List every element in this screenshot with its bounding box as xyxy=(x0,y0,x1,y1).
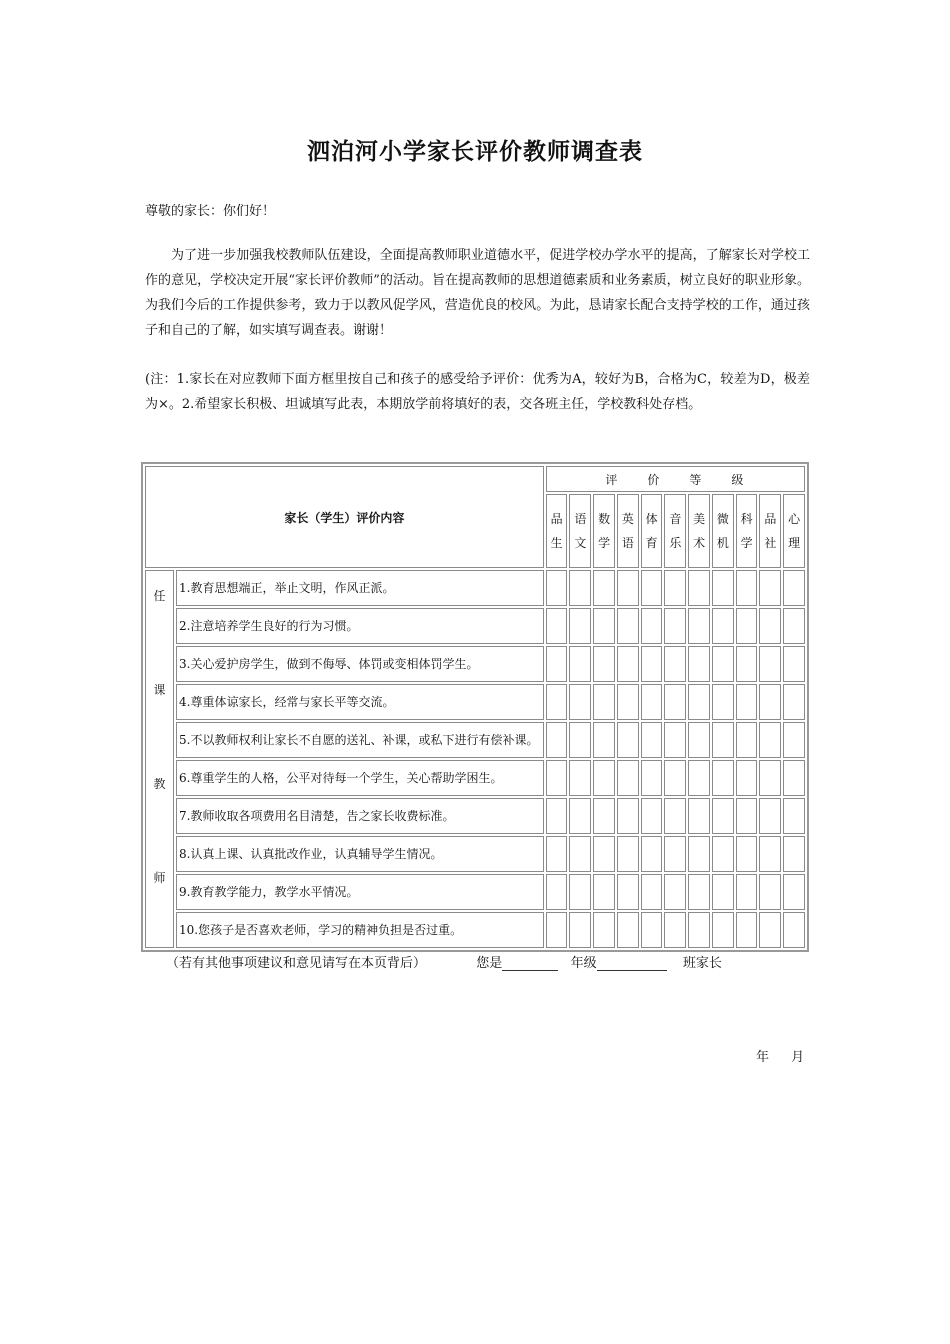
table-row xyxy=(145,874,805,910)
rating-cell[interactable] xyxy=(712,798,734,834)
rating-cell[interactable] xyxy=(546,912,568,948)
rating-cell[interactable] xyxy=(783,684,805,720)
subject-char: 生 xyxy=(550,536,563,550)
rating-cell[interactable] xyxy=(569,912,591,948)
rating-cell[interactable] xyxy=(617,570,639,606)
subject-char: 音 xyxy=(669,512,682,526)
rating-cell[interactable] xyxy=(569,570,591,606)
rating-cell[interactable] xyxy=(569,646,591,682)
rating-cell[interactable] xyxy=(759,798,781,834)
rating-cell[interactable] xyxy=(641,912,663,948)
rating-cell[interactable] xyxy=(783,798,805,834)
subject-char: 语 xyxy=(574,512,587,526)
rating-cell[interactable] xyxy=(688,646,710,682)
subject-char: 文 xyxy=(574,536,587,550)
table-row xyxy=(145,684,805,720)
subject-header xyxy=(783,494,805,568)
rating-cell[interactable] xyxy=(593,836,615,872)
rating-cell[interactable] xyxy=(736,608,758,644)
subject-char: 科 xyxy=(740,512,753,526)
rating-cell[interactable] xyxy=(664,912,686,948)
evaluation-item: 6.尊重学生的人格，公平对待每一个学生，关心帮助学困生。 xyxy=(176,760,544,796)
rating-cell[interactable] xyxy=(736,912,758,948)
subject-header xyxy=(664,494,686,568)
rating-cell[interactable] xyxy=(688,798,710,834)
subject-char: 美 xyxy=(693,512,706,526)
rating-cell[interactable] xyxy=(546,798,568,834)
subject-char: 数 xyxy=(598,512,611,526)
rating-cell[interactable] xyxy=(569,608,591,644)
rating-cell[interactable] xyxy=(688,760,710,796)
rating-cell[interactable] xyxy=(641,760,663,796)
greeting-text: 尊敬的家长：你们好！ xyxy=(145,204,276,219)
side-label-char: 任 xyxy=(153,589,166,603)
rating-cell[interactable] xyxy=(712,608,734,644)
subject-char: 心 xyxy=(788,512,801,526)
rating-cell[interactable] xyxy=(712,722,734,758)
rating-cell[interactable] xyxy=(736,646,758,682)
rating-cell[interactable] xyxy=(759,570,781,606)
rating-cell[interactable] xyxy=(688,608,710,644)
notes-paragraph: (注：1.家长在对应教师下面方框里按自己和孩子的感受给予评价：优秀为A，较好为B，合格为C，较差为D，极差为×。2.希望家长积极、坦诚填写此表，本期放学前将填好的表，交各班主任，学校教科处存档。 xyxy=(145,372,810,412)
rating-cell[interactable] xyxy=(593,570,615,606)
table-row xyxy=(145,722,805,758)
side-label-char: 师 xyxy=(153,871,166,885)
rating-cell[interactable] xyxy=(569,798,591,834)
rating-cell[interactable] xyxy=(664,836,686,872)
rating-cell[interactable] xyxy=(759,874,781,910)
evaluation-item: 7.教师收取各项费用名目清楚，告之家长收费标准。 xyxy=(176,798,544,834)
rating-cell[interactable] xyxy=(593,684,615,720)
rating-cell[interactable] xyxy=(617,760,639,796)
table-row xyxy=(145,608,805,644)
grade-blank[interactable] xyxy=(597,956,667,971)
rating-cell[interactable] xyxy=(783,874,805,910)
rating-cell[interactable] xyxy=(593,912,615,948)
teacher-side-label xyxy=(145,570,174,948)
rating-cell[interactable] xyxy=(736,874,758,910)
rating-cell[interactable] xyxy=(712,684,734,720)
year-label: 年 xyxy=(756,1050,770,1065)
table-row xyxy=(145,912,805,948)
rating-cell[interactable] xyxy=(664,646,686,682)
evaluation-item: 2.注意培养学生良好的行为习惯。 xyxy=(176,608,544,644)
subject-header xyxy=(641,494,663,568)
rating-cell[interactable] xyxy=(688,722,710,758)
rating-cell[interactable] xyxy=(736,836,758,872)
subject-char: 理 xyxy=(788,536,801,550)
rating-cell[interactable] xyxy=(736,684,758,720)
evaluation-item: 1.教育思想端正，举止文明，作风正派。 xyxy=(176,570,544,606)
rating-cell[interactable] xyxy=(569,722,591,758)
rating-cell[interactable] xyxy=(736,760,758,796)
rating-cell[interactable] xyxy=(546,836,568,872)
subject-header xyxy=(569,494,591,568)
evaluation-item: 5.不以教师权利让家长不自愿的送礼、补课，或私下进行有偿补课。 xyxy=(176,722,544,758)
rating-cell[interactable] xyxy=(759,608,781,644)
rating-cell[interactable] xyxy=(712,874,734,910)
intro-paragraph: 为了进一步加强我校教师队伍建设，全面提高教师职业道德水平，促进学校办学水平的提高，了解家长对学校工作的意见，学校决定开展“家长评价教师”的活动。旨在提高教师的思想道德素质和业务素质，树立良好的职业形象。为我们今后的工作提供参考，致力于以教风促学风，营造优良的校风。为此，恳请家长配合支持学校的工作，通过孩子和自己的了解，如实填写调查表。谢谢！ xyxy=(145,248,810,338)
subject-char: 社 xyxy=(764,536,777,550)
rating-cell[interactable] xyxy=(664,874,686,910)
subject-char: 英 xyxy=(621,512,634,526)
rating-cell[interactable] xyxy=(664,684,686,720)
rating-cell[interactable] xyxy=(569,684,591,720)
date-line xyxy=(756,1046,804,1065)
evaluation-item: 8.认真上课、认真批改作业，认真辅导学生情况。 xyxy=(176,836,544,872)
rating-cell[interactable] xyxy=(712,570,734,606)
rating-cell[interactable] xyxy=(641,874,663,910)
rating-cell[interactable] xyxy=(664,722,686,758)
table-row xyxy=(145,646,805,682)
rating-cell[interactable] xyxy=(641,798,663,834)
side-label-char: 课 xyxy=(153,683,166,697)
rating-cell[interactable] xyxy=(664,798,686,834)
rating-cell[interactable] xyxy=(617,646,639,682)
evaluation-item: 9.教育教学能力，教学水平情况。 xyxy=(176,874,544,910)
subject-char: 乐 xyxy=(669,536,682,550)
rating-cell[interactable] xyxy=(759,722,781,758)
rating-cell[interactable] xyxy=(546,874,568,910)
rating-cell[interactable] xyxy=(783,912,805,948)
rating-cell[interactable] xyxy=(664,608,686,644)
rating-cell[interactable] xyxy=(736,798,758,834)
rating-cell[interactable] xyxy=(641,836,663,872)
rating-cell[interactable] xyxy=(759,912,781,948)
rating-cell[interactable] xyxy=(688,684,710,720)
rating-cell[interactable] xyxy=(783,570,805,606)
page-title: 泗泊河小学家长评价教师调查表 xyxy=(307,139,643,165)
rating-cell[interactable] xyxy=(593,608,615,644)
footer-line xyxy=(166,952,722,971)
subject-char: 语 xyxy=(621,536,634,550)
table-row xyxy=(145,836,805,872)
rating-cell[interactable] xyxy=(569,836,591,872)
subject-header xyxy=(593,494,615,568)
subject-char: 品 xyxy=(550,512,563,526)
subject-header xyxy=(688,494,710,568)
rating-cell[interactable] xyxy=(712,646,734,682)
rating-cell[interactable] xyxy=(546,646,568,682)
subject-char: 品 xyxy=(764,512,777,526)
rating-cell[interactable] xyxy=(783,646,805,682)
subject-char: 机 xyxy=(716,536,729,550)
class-parent-label: 班家长 xyxy=(682,956,722,971)
rating-cell[interactable] xyxy=(593,798,615,834)
rating-cell[interactable] xyxy=(759,684,781,720)
rating-cell[interactable] xyxy=(546,760,568,796)
rating-cell[interactable] xyxy=(546,684,568,720)
content-header: 家长（学生）评价内容 xyxy=(145,466,544,568)
rating-cell[interactable] xyxy=(617,836,639,872)
rating-cell[interactable] xyxy=(546,608,568,644)
rating-cell[interactable] xyxy=(759,836,781,872)
table-row xyxy=(145,570,805,606)
rating-cell[interactable] xyxy=(688,912,710,948)
grade-header: 评 价 等 级 xyxy=(546,466,805,492)
grade-label: 年级 xyxy=(570,956,597,971)
rating-cell[interactable] xyxy=(641,722,663,758)
rating-cell[interactable] xyxy=(783,722,805,758)
rating-cell[interactable] xyxy=(641,570,663,606)
rating-cell[interactable] xyxy=(783,836,805,872)
rating-cell[interactable] xyxy=(736,570,758,606)
rating-cell[interactable] xyxy=(593,722,615,758)
rating-cell[interactable] xyxy=(617,608,639,644)
rating-cell[interactable] xyxy=(569,874,591,910)
rating-cell[interactable] xyxy=(759,646,781,682)
subject-char: 学 xyxy=(598,536,611,550)
rating-cell[interactable] xyxy=(688,874,710,910)
rating-cell[interactable] xyxy=(593,874,615,910)
rating-cell[interactable] xyxy=(641,684,663,720)
rating-cell[interactable] xyxy=(546,722,568,758)
rating-cell[interactable] xyxy=(688,570,710,606)
rating-cell[interactable] xyxy=(546,570,568,606)
month-label: 月 xyxy=(791,1050,805,1065)
rating-cell[interactable] xyxy=(736,722,758,758)
side-label-char: 教 xyxy=(153,777,166,791)
rating-cell[interactable] xyxy=(617,798,639,834)
rating-cell[interactable] xyxy=(617,874,639,910)
rating-cell[interactable] xyxy=(593,646,615,682)
rating-cell[interactable] xyxy=(712,912,734,948)
rating-cell[interactable] xyxy=(617,722,639,758)
rating-cell[interactable] xyxy=(593,760,615,796)
subject-char: 微 xyxy=(716,512,729,526)
subject-char: 学 xyxy=(740,536,753,550)
rating-cell[interactable] xyxy=(641,608,663,644)
evaluation-item: 3.关心爱护房学生，做到不侮辱、体罚或变相体罚学生。 xyxy=(176,646,544,682)
rating-cell[interactable] xyxy=(783,760,805,796)
subject-header xyxy=(759,494,781,568)
rating-cell[interactable] xyxy=(712,760,734,796)
rating-cell[interactable] xyxy=(617,684,639,720)
rating-cell[interactable] xyxy=(759,760,781,796)
subject-char: 育 xyxy=(645,536,658,550)
you-are-label: 您是 xyxy=(476,956,503,971)
rating-cell[interactable] xyxy=(617,912,639,948)
evaluation-item: 10.您孩子是否喜欢老师，学习的精神负担是否过重。 xyxy=(176,912,544,948)
subject-header xyxy=(617,494,639,568)
evaluation-table xyxy=(141,462,809,952)
evaluation-item: 4.尊重体谅家长，经常与家长平等交流。 xyxy=(176,684,544,720)
footer-note: （若有其他事项建议和意见请写在本页背后） xyxy=(166,956,427,971)
subject-header xyxy=(712,494,734,568)
table-row xyxy=(145,760,805,796)
subject-header xyxy=(736,494,758,568)
subject-header xyxy=(546,494,568,568)
rating-cell[interactable] xyxy=(783,608,805,644)
rating-cell[interactable] xyxy=(688,836,710,872)
table-row xyxy=(145,798,805,834)
rating-cell[interactable] xyxy=(664,570,686,606)
identity-blank[interactable] xyxy=(502,956,558,971)
subject-char: 体 xyxy=(645,512,658,526)
rating-cell[interactable] xyxy=(712,836,734,872)
rating-cell[interactable] xyxy=(569,760,591,796)
subject-char: 术 xyxy=(693,536,706,550)
rating-cell[interactable] xyxy=(641,646,663,682)
rating-cell[interactable] xyxy=(664,760,686,796)
